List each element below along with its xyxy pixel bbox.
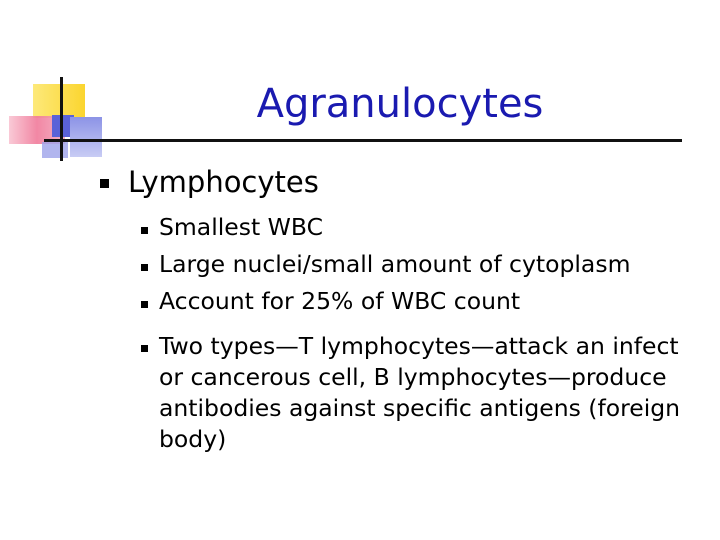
bullet-square-icon: [100, 179, 109, 188]
sub-bullet-square-icon: [141, 345, 148, 352]
sub-bullet-item: Account for 25% of WBC count: [159, 287, 521, 315]
sub-bullet-item: Two types—T lymphocytes—attack an infect or cancerous cell, B lymphocytes—produce antibodies against specific antigens (foreign body): [159, 332, 681, 453]
sub-bullet-square-icon: [141, 227, 148, 234]
sub-bullet-item: Smallest WBC: [159, 213, 324, 241]
sub-bullet-item: Large nuclei/small amount of cytoplasm: [159, 250, 631, 278]
sub-bullet-square-icon: [141, 264, 148, 271]
bullet-lymphocytes: Lymphocytes: [128, 165, 319, 199]
slide-title: Agranulocytes: [256, 81, 544, 127]
sub-bullet-square-icon: [141, 301, 148, 308]
